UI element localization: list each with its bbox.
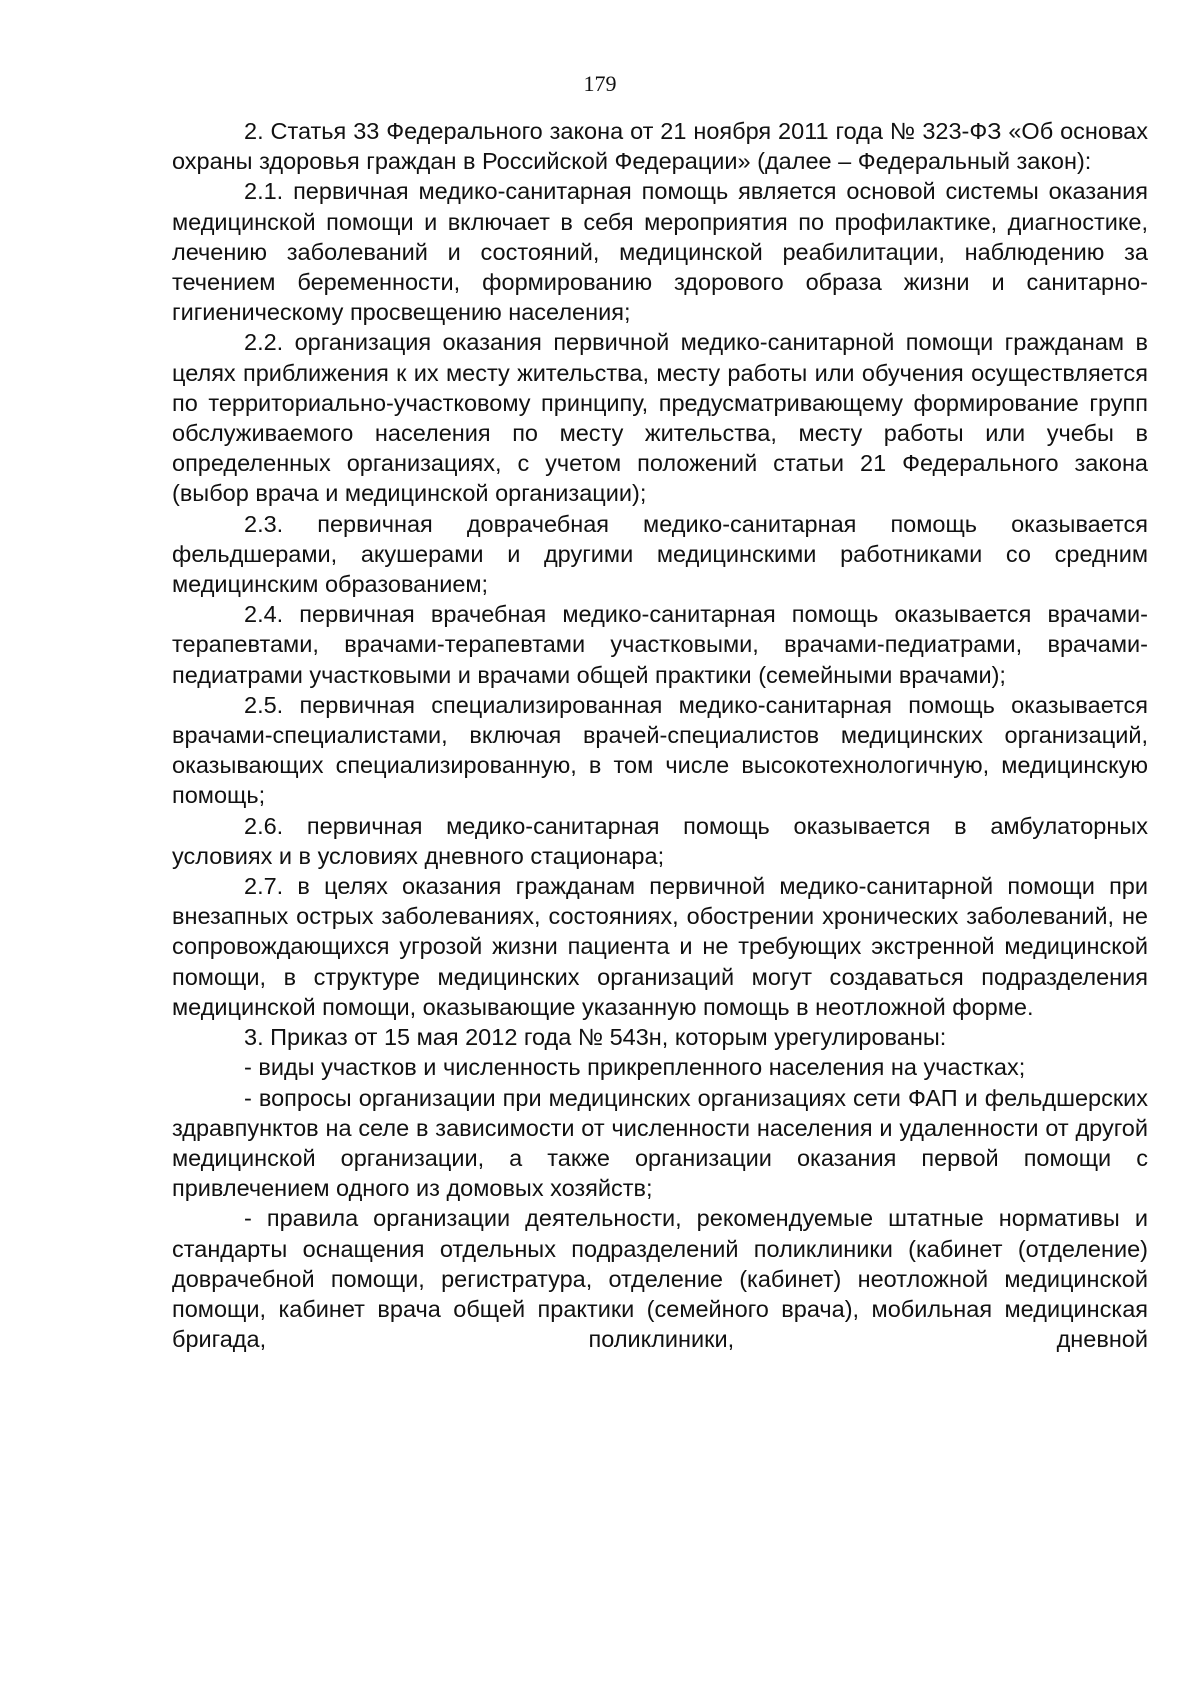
paragraph-article-33: 2. Статья 33 Федерального закона от 21 ноября 2011 года № 323-ФЗ «Об основах охраны здоровья граждан в Российской Федерации» (далее – Федеральный закон):	[172, 118, 1148, 175]
document-body	[172, 116, 1148, 1354]
paragraph-2-7: 2.7. в целях оказания гражданам первичной медико-санитарной помощи при внезапных острых заболеваниях, состояниях, обострении хронических заболеваний, не сопровождающихся угрозой жизни пациента и не требующих экстренной медицинской помощи, в структуре медицинских организаций могут создаваться подразделения медицинской помощи, оказывающие указанную помощь в неотложной форме.	[172, 873, 1148, 1020]
paragraph-2-4: 2.4. первичная врачебная медико-санитарная помощь оказывается врачами-терапевтами, врачами-терапевтами участковыми, врачами-педиатрами, врачами-педиатрами участковыми и врачами общей практики (семейными врачами);	[172, 601, 1148, 688]
list-item-fap-organization: - вопросы организации при медицинских организациях сети ФАП и фельдшерских здравпунктов на селе в зависимости от численности населения и удаленности от другой медицинской организации, а также организации оказания первой помощи с привлечением одного из домовых хозяйств;	[172, 1084, 1148, 1202]
list-item-polyclinic-rules: - правила организации деятельности, рекомендуемые штатные нормативы и стандарты оснащения отдельных подразделений поликлиники (кабинет (отделение) доврачебной помощи, регистратура, отделение (кабинет) неотложной медицинской помощи, кабинет врача общей практики (семейного врача), мобильная медицинская бригада, поликлиники, дневной	[172, 1205, 1148, 1353]
page-number: 179	[583, 71, 617, 96]
paragraph-order-543n: 3. Приказ от 15 мая 2012 года № 543н, которым урегулированы:	[244, 1024, 947, 1051]
paragraph-2-1: 2.1. первичная медико-санитарная помощь является основой системы оказания медицинской помощи и включает в себя мероприятия по профилактике, диагностике, лечению заболеваний и состояний, медицинской реабилитации, наблюдению за течением беременности, формированию здорового образа жизни и санитарно-гигиеническому просвещению населения;	[172, 178, 1148, 326]
paragraph-2-3: 2.3. первичная доврачебная медико-санитарная помощь оказывается фельдшерами, акушерами и другими медицинскими работниками со средним медицинским образованием;	[172, 510, 1148, 598]
list-item-districts: - виды участков и численность прикрепленного населения на участках;	[244, 1054, 1026, 1081]
paragraph-2-2: 2.2. организация оказания первичной медико-санитарной помощи гражданам в целях приближения к их месту жительства, месту работы или обучения осуществляется по территориально-участковому принципу, предусматривающему формирование групп обслуживаемого населения по месту жительства, месту работы или учебы в определенных организациях, с учетом положений статьи 21 Федерального закона (выбор врача и медицинской организации);	[172, 329, 1148, 507]
paragraph-2-5: 2.5. первичная специализированная медико-санитарная помощь оказывается врачами-специалистами, включая врачей-специалистов медицинских организаций, оказывающих специализированную, в том числе высокотехнологичную, медицинскую помощь;	[172, 691, 1148, 809]
paragraph-2-6: 2.6. первичная медико-санитарная помощь оказывается в амбулаторных условиях и в условиях дневного стационара;	[172, 812, 1148, 869]
